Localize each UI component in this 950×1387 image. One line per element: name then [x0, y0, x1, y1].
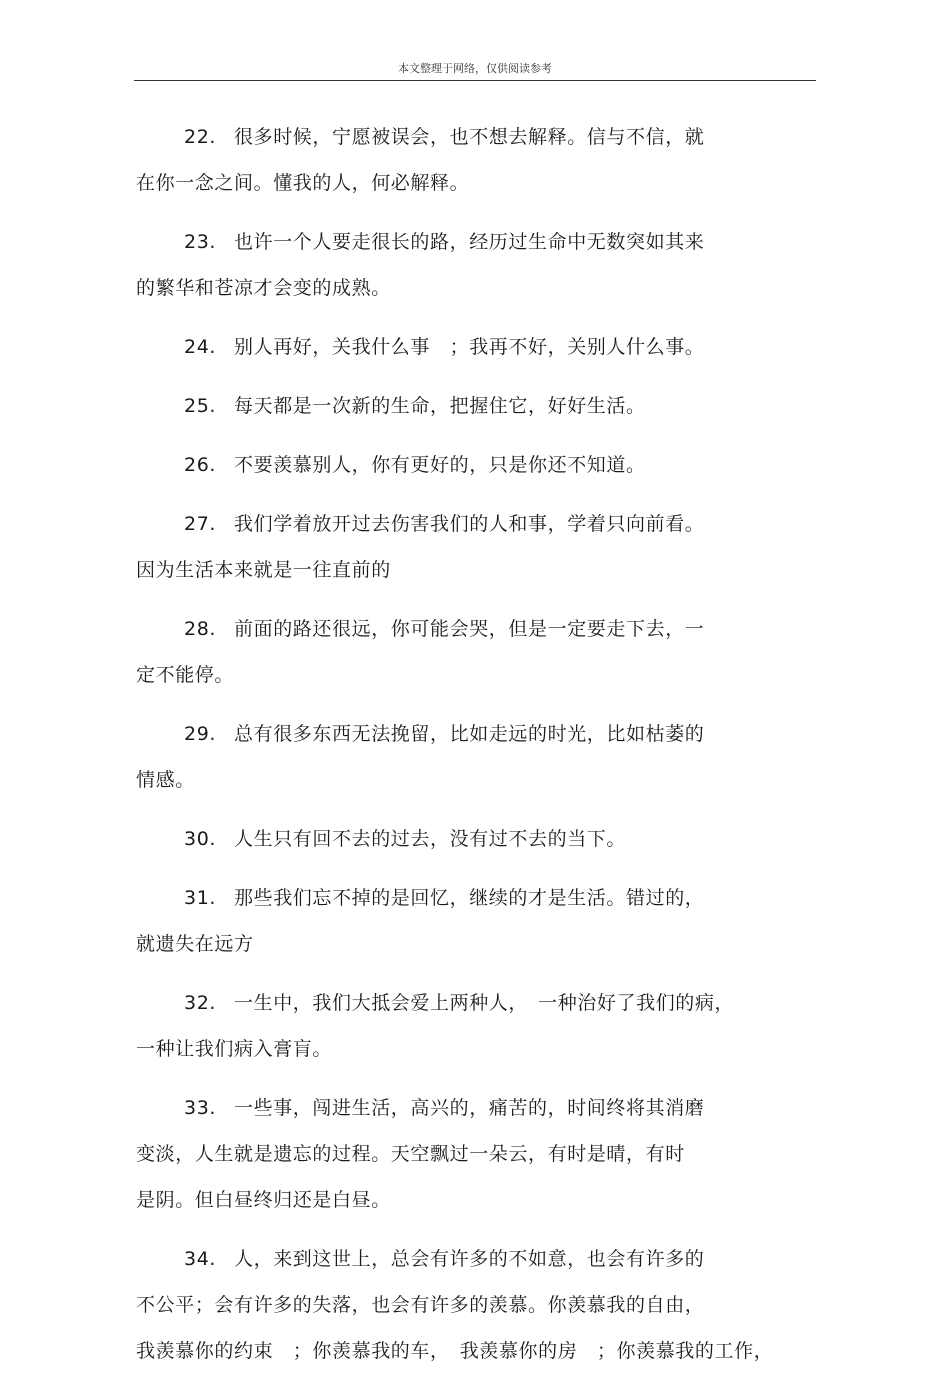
item-number: 34. [184, 1248, 217, 1270]
item-text: 我们学着放开过去伤害我们的人和事，学着只向前看。 [234, 513, 705, 535]
list-item [136, 1236, 776, 1374]
item-text: 总有很多东西无法挽留，比如走远的时光，比如枯萎的 [234, 723, 705, 745]
item-text: 那些我们忘不掉的是回忆，继续的才是生活。错过的， [234, 887, 705, 909]
item-continuation-line [136, 265, 776, 311]
item-number: 24. [184, 336, 217, 358]
item-continuation-line [136, 1131, 776, 1177]
item-text: 也许一个人要走很长的路，经历过生命中无数突如其来 [234, 231, 705, 253]
item-number: 29. [184, 723, 217, 745]
item-first-line [136, 606, 776, 652]
list-item [136, 711, 776, 803]
item-continuation-line [136, 1282, 776, 1328]
item-continuation-line [136, 160, 776, 206]
list-item [136, 114, 776, 206]
item-first-line [136, 711, 776, 757]
item-text: 很多时候，宁愿被误会，也不想去解释。信与不信，就 [234, 126, 705, 148]
header-note: 本文整理于网络，仅供阅读参考 [398, 62, 552, 75]
item-first-line [136, 383, 776, 429]
item-number: 23. [184, 231, 217, 253]
item-text: 别人再好，关我什么事 ；我再不好，关别人什么事。 [234, 336, 705, 358]
item-first-line [136, 875, 776, 921]
item-text: 变淡，人生就是遗忘的过程。天空飘过一朵云，有时是晴，有时 [136, 1143, 685, 1165]
item-text: 一生中，我们大抵会爱上两种人， 一种治好了我们的病， [234, 992, 735, 1014]
item-number: 33. [184, 1097, 217, 1119]
document-body [136, 114, 776, 1387]
list-item [136, 1085, 776, 1223]
item-continuation-line [136, 1026, 776, 1072]
item-first-line [136, 114, 776, 160]
item-text: 我羡慕你的约束 ；你羡慕我的车， 我羡慕你的房 ；你羡慕我的工作， [136, 1340, 774, 1362]
list-item [136, 383, 776, 429]
item-number: 32. [184, 992, 217, 1014]
item-number: 22. [184, 126, 217, 148]
item-continuation-line [136, 652, 776, 698]
item-text: 在你一念之间。懂我的人，何必解释。 [136, 172, 470, 194]
item-continuation-line [136, 921, 776, 967]
item-first-line [136, 816, 776, 862]
item-text: 定不能停。 [136, 664, 235, 686]
item-text: 不要羡慕别人，你有更好的，只是你还不知道。 [234, 454, 646, 476]
list-item [136, 324, 776, 370]
item-first-line [136, 442, 776, 488]
item-continuation-line [136, 1328, 776, 1374]
item-continuation-line [136, 1177, 776, 1223]
item-first-line [136, 1236, 776, 1282]
item-number: 26. [184, 454, 217, 476]
item-text: 人，来到这世上，总会有许多的不如意，也会有许多的 [234, 1248, 705, 1270]
item-continuation-line [136, 757, 776, 803]
item-text: 情感。 [136, 769, 195, 791]
list-item [136, 816, 776, 862]
page-header [134, 52, 816, 81]
list-item [136, 606, 776, 698]
list-item [136, 442, 776, 488]
item-text: 因为生活本来就是一往直前的 [136, 559, 391, 581]
item-text: 每天都是一次新的生命，把握住它，好好生活。 [234, 395, 646, 417]
item-first-line [136, 219, 776, 265]
item-text: 的繁华和苍凉才会变的成熟。 [136, 277, 391, 299]
list-item [136, 501, 776, 593]
item-text: 是阴。但白昼终归还是白昼。 [136, 1189, 391, 1211]
item-number: 28. [184, 618, 217, 640]
item-number: 27. [184, 513, 217, 535]
list-item [136, 219, 776, 311]
item-first-line [136, 1085, 776, 1131]
item-number: 30. [184, 828, 217, 850]
item-text: 一些事，闯进生活，高兴的，痛苦的，时间终将其消磨 [234, 1097, 705, 1119]
item-first-line [136, 324, 776, 370]
item-text: 一种让我们病入膏肓。 [136, 1038, 333, 1060]
list-item [136, 875, 776, 967]
item-text: 前面的路还很远，你可能会哭，但是一定要走下去，一 [234, 618, 705, 640]
item-first-line [136, 980, 776, 1026]
item-first-line [136, 501, 776, 547]
item-number: 25. [184, 395, 217, 417]
item-text: 不公平；会有许多的失落，也会有许多的羡慕。你羡慕我的自由， [136, 1294, 705, 1316]
item-number: 31. [184, 887, 217, 909]
item-text: 人生只有回不去的过去，没有过不去的当下。 [234, 828, 627, 850]
item-continuation-line [136, 547, 776, 593]
item-text: 就遗失在远方 [136, 933, 254, 955]
list-item [136, 980, 776, 1072]
